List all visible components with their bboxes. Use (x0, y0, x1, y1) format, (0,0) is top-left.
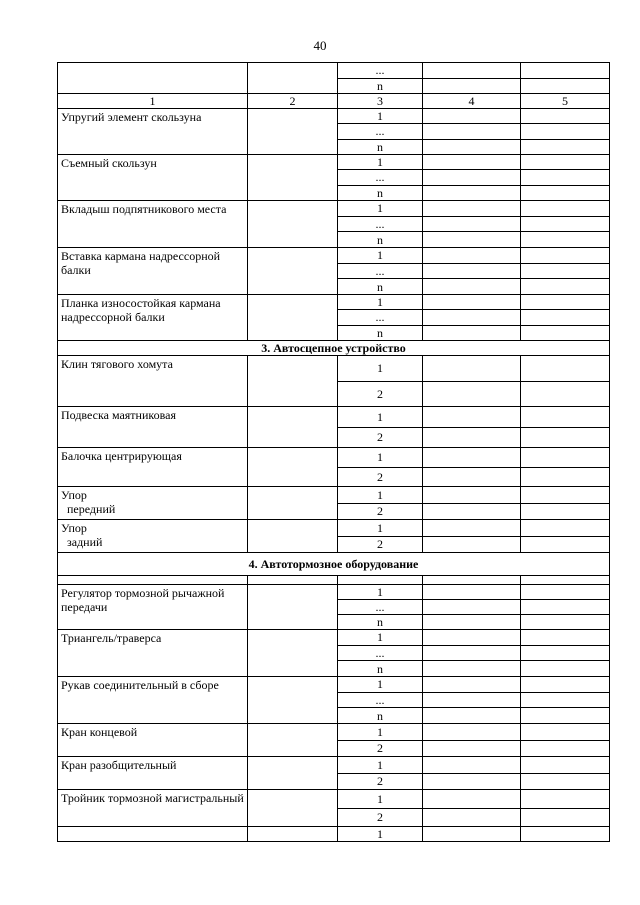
sub-cell: 1 (377, 520, 383, 535)
header-col-3: 3 (337, 94, 422, 108)
sub-cell: 2 (338, 808, 422, 827)
sub-cell: ... (338, 216, 422, 232)
parts-table (57, 62, 610, 842)
sub-cell: n (338, 231, 422, 247)
table-row (57, 356, 610, 407)
header-row (57, 94, 610, 109)
sub-cell: 2 (338, 427, 422, 448)
sub-cell: 2 (338, 503, 422, 520)
sub-cell: 1 (377, 361, 383, 376)
sub-cell: n (338, 325, 422, 340)
sub-cell: 1 (377, 450, 383, 465)
part-name: Вставка кармана надрессорной балки (57, 248, 247, 294)
table-row (57, 520, 610, 553)
header-col-2: 2 (247, 94, 337, 108)
table-row (57, 757, 610, 790)
sub-cell: n (338, 278, 422, 294)
sub-cell: ... (338, 123, 422, 138)
sub-cell: 2 (338, 773, 422, 790)
table-row (57, 155, 610, 201)
part-name: Регулятор тормозной рычажной передачи (57, 585, 247, 629)
sub-cell: 1 (377, 201, 383, 216)
section-title: 3. Автосцепное устройство (57, 341, 610, 355)
part-name: Подвеска маятниковая (57, 407, 247, 447)
part-name: Кран разобщительный (57, 757, 247, 789)
table-row (57, 248, 610, 295)
sub-cell: ... (338, 692, 422, 708)
part-name (57, 487, 247, 519)
table-row (57, 677, 610, 724)
sub-cell: ... (338, 169, 422, 184)
sub-cell: ... (338, 599, 422, 614)
part-name-line: задний (67, 535, 103, 549)
part-name: Клин тягового хомута (57, 356, 247, 406)
part-name: Триангель/траверса (57, 630, 247, 676)
sub-cell: 1 (377, 248, 383, 263)
sub-cell: n (338, 78, 422, 94)
table-row (57, 630, 610, 677)
table-row (57, 295, 610, 341)
sub-cell: ... (338, 263, 422, 279)
part-name-line: Упор (61, 521, 87, 535)
sub-cell: 1 (377, 677, 383, 692)
sub-cell: 2 (338, 381, 422, 407)
table-row (57, 407, 610, 448)
sub-cell: 1 (377, 630, 383, 645)
sub-cell: 1 (377, 724, 383, 739)
sub-cell: 1 (377, 791, 383, 806)
sub-cell: 1 (377, 585, 383, 599)
part-name: Кран концевой (57, 724, 247, 756)
header-col-4: 4 (422, 94, 520, 108)
table-row (57, 62, 610, 94)
sub-cell: 1 (377, 487, 383, 502)
part-name: Съемный скользун (57, 155, 247, 200)
sub-cell: 1 (377, 757, 383, 772)
cell-name (57, 63, 247, 93)
part-name: Вкладыш подпятникового места (57, 201, 247, 247)
sub-cell: 1 (377, 409, 383, 424)
part-name: Планка износостойкая кармана надрессорной балки (57, 295, 247, 340)
sub-cell: 1 (377, 109, 383, 124)
table-row (57, 201, 610, 248)
sub-cell: 2 (338, 740, 422, 757)
part-name (57, 520, 247, 552)
part-name: Упругий элемент скользуна (57, 109, 247, 154)
sub-cell: ... (338, 645, 422, 661)
table-row (57, 827, 610, 842)
sub-cell: 2 (338, 536, 422, 553)
sub-cell: 2 (338, 467, 422, 487)
sub-cell: n (338, 707, 422, 723)
part-name: Рукав соединительный в сборе (57, 677, 247, 723)
sub-cell: n (338, 660, 422, 676)
header-col-5: 5 (520, 94, 610, 108)
part-name-line: передний (67, 502, 116, 516)
sub-cell: ... (338, 309, 422, 324)
sub-cell: 1 (377, 295, 383, 310)
header-col-1: 1 (57, 94, 247, 108)
sub-cell: n (338, 185, 422, 200)
sub-cell: 1 (337, 827, 422, 841)
sub-cell: n (338, 139, 422, 154)
table-row (57, 790, 610, 827)
part-name: Балочка центрирующая (57, 448, 247, 486)
part-name: Тройник тормозной магистральный (57, 790, 247, 826)
section-title: 4. Автотормозное оборудование (57, 553, 610, 575)
table-row (57, 448, 610, 487)
table-row (57, 487, 610, 520)
table-row (57, 724, 610, 757)
table-row (57, 585, 610, 630)
sub-cell: 1 (377, 155, 383, 170)
sub-cell: n (338, 614, 422, 629)
table-row (57, 109, 610, 155)
page-number: 40 (313, 38, 327, 53)
sub-cell: ... (375, 63, 385, 78)
part-name-line: Упор (61, 488, 87, 502)
